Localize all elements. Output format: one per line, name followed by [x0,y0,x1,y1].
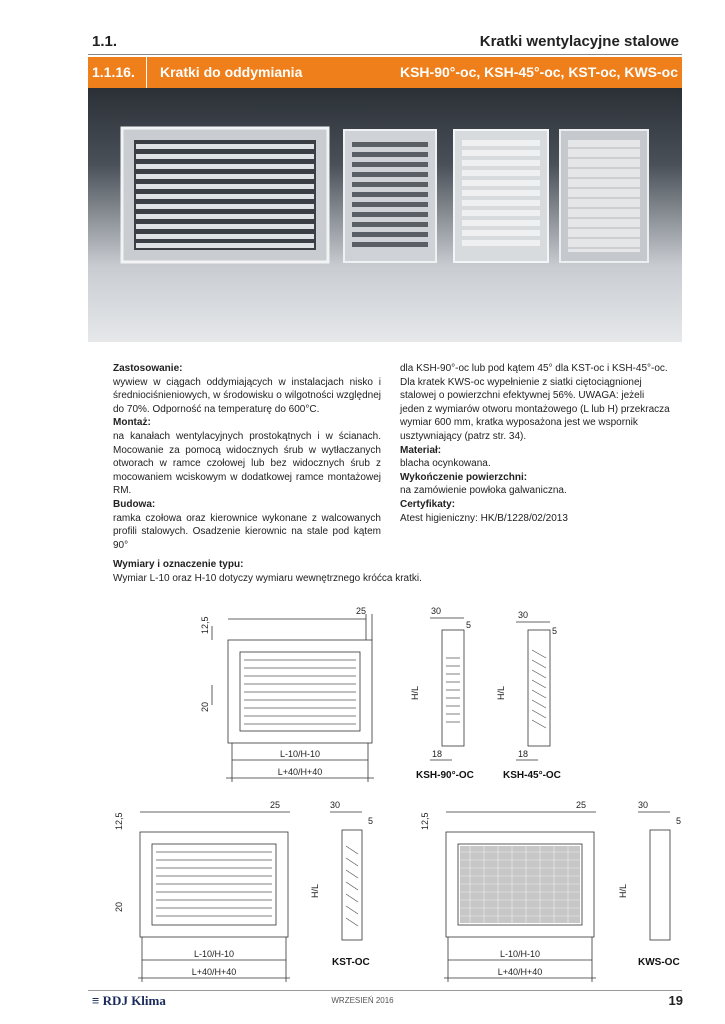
kst-dim-12-5: 12,5 [114,812,124,830]
kws-dim-12-5: 12,5 [420,812,430,830]
section-number: 1.1. [92,33,118,50]
page-number: 19 [668,993,683,1008]
section-title: Kratki wentylacyjne stalowe [479,33,679,50]
kst-dim-5: 5 [368,816,374,826]
logo-text: RDJ Klima [102,993,166,1008]
ksh45-dim-18: 18 [518,749,529,759]
material-text: blacha ocynkowana. [400,458,491,470]
kst-dim-20: 20 [114,901,124,912]
budowa-text-cont: dla KSH-90°-oc lub pod kątem 45° dla KST-oc i KSH-45°-oc. Dla kratek KWS-oc wypełnienie z siatki ciętociągnionej stalowej o powierzchni efektywnej 56%. UWAGA: jeżeli jeden z wymiarów otworu montażowego (L lub H) przekracza wymiar 600 mm, kratka wyposażona jest we wspornik usztywniający (patrz str. 34). [400,363,670,442]
kws-dim-hl: H/L [618,883,628,898]
kws-dim-outer: L+40/H+40 [497,967,543,977]
logo-icon: ≡ [92,993,100,1008]
kws-dim-30: 30 [638,800,649,810]
product-models: KSH-90°-oc, KSH-45°-oc, KST-oc, KWS-oc [399,64,678,80]
ksh-dim-inner: L-10/H-10 [279,749,321,759]
budowa-heading: Budowa: [113,498,156,510]
ksh-dim-25: 25 [356,606,367,616]
ksh90-dim-5: 5 [466,620,472,630]
kws-dim-inner: L-10/H-10 [499,949,541,959]
kws-dim-5: 5 [676,816,682,826]
zastosowanie-text: wywiew w ciągach oddymiających w instalacjach nisko i średniociśnieniowych, w środowisku o wilgotności względnej do 70%. Odporność na temperaturę do 600°C. [113,376,381,415]
wymiary-text: Wymiar L-10 oraz H-10 dotyczy wymiaru wewnętrznego króćca kratki. [113,572,422,584]
budowa-text: ramka czołowa oraz kierownice wykonane z walcowanych profili stalowych. Osadzenie kierownic na stale pod kątem 90° [113,512,381,551]
material-heading: Materiał: [400,444,442,456]
ksh-dim-12-5: 12,5 [200,616,210,634]
wymiary-heading: Wymiary i oznaczenie typu: [113,559,244,570]
ksh90-dim-18: 18 [432,749,443,759]
montaz-heading: Montaż: [113,417,151,429]
ksh45-dim-5: 5 [552,626,558,636]
zastosowanie-heading: Zastosowanie: [113,363,183,374]
ksh-front-outer [228,640,372,743]
label-kst: KST-OC [332,957,370,968]
ksh90-dim-hl: H/L [410,685,420,700]
ksh90-dim-30: 30 [431,606,442,616]
footer-date: WRZESIEŃ 2016 [331,996,394,1005]
kst-dim-outer: L+40/H+40 [191,967,237,977]
product-name: Kratki do oddymiania [160,64,303,80]
wykonczenie-text: na zamówienie powłoka galwaniczna. [400,485,567,497]
kst-dim-25: 25 [270,800,281,810]
kst-dim-hl: H/L [310,883,320,898]
wykonczenie-heading: Wykończenie powierzchni: [400,471,528,483]
ksh45-dim-30: 30 [518,610,529,620]
montaz-text: na kanałach wentylacyjnych prostokątnych i w ścianach. Mocowanie za pomocą widocznych śrub w wytłaczanych otworach w ramce czołowej lub bez widocznych śrub z mocowaniem wciskowym w dodatkowej ramce montażowej RM. [113,430,381,497]
kws-dim-25: 25 [576,800,587,810]
ksh-dim-20: 20 [200,701,210,712]
kst-dim-30: 30 [330,800,341,810]
label-ksh45: KSH-45°-OC [503,770,561,781]
label-ksh90: KSH-90°-OC [416,770,474,781]
kst-dim-inner: L-10/H-10 [193,949,235,959]
certyfikaty-heading: Certyfikaty: [400,498,456,510]
certyfikaty-text: Atest higieniczny: HK/B/1228/02/2013 [400,512,568,524]
label-kws: KWS-OC [638,957,680,968]
footer-divider [88,990,682,991]
ksh45-dim-hl: H/L [496,685,506,700]
ksh-dim-outer: L+40/H+40 [277,767,323,777]
product-number: 1.1.16. [92,64,135,80]
